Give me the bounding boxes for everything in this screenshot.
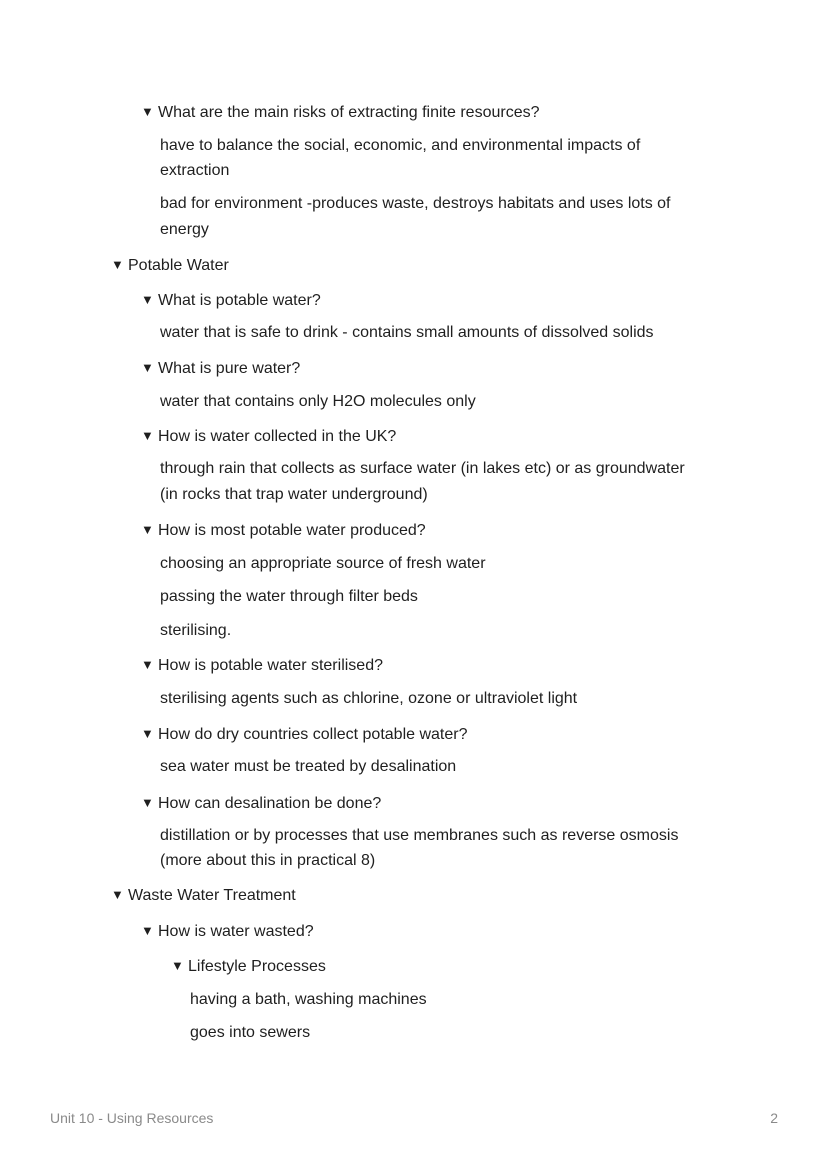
- toggle-item-what-is-potable[interactable]: [141, 287, 321, 313]
- toggle-item-collected-uk[interactable]: [141, 423, 396, 449]
- triangle-down-icon[interactable]: ▼: [141, 726, 154, 741]
- answer-text: bad for environment -produces waste, destroys habitats and uses lots of: [160, 195, 671, 212]
- toggle-item-sterilised[interactable]: [141, 652, 383, 678]
- triangle-down-icon[interactable]: ▼: [141, 360, 154, 375]
- toggle-item-lifestyle[interactable]: [171, 953, 326, 979]
- triangle-down-icon[interactable]: ▼: [141, 104, 154, 119]
- toggle-item-what-is-pure[interactable]: [141, 355, 300, 381]
- answer-text: goes into sewers: [190, 1024, 311, 1041]
- answer-text: sterilising.: [160, 622, 232, 639]
- answer-text: having a bath, washing machines: [190, 991, 427, 1008]
- heading-text: Potable Water: [128, 257, 229, 274]
- triangle-down-icon[interactable]: ▼: [141, 657, 154, 672]
- question-text: What is pure water?: [158, 360, 301, 377]
- answer-text: extraction: [160, 162, 230, 179]
- triangle-down-icon[interactable]: ▼: [141, 428, 154, 443]
- triangle-down-icon[interactable]: ▼: [111, 887, 124, 902]
- question-text: How is water collected in the UK?: [158, 428, 397, 445]
- answer-text: through rain that collects as surface water (in lakes etc) or as groundwater: [160, 460, 685, 477]
- triangle-down-icon[interactable]: ▼: [141, 522, 154, 537]
- question-text: How do dry countries collect potable water?: [158, 726, 468, 743]
- answer-text: water that is safe to drink - contains small amounts of dissolved solids: [160, 324, 654, 341]
- triangle-down-icon[interactable]: ▼: [171, 958, 184, 973]
- question-text: How is potable water sterilised?: [158, 657, 383, 674]
- question-text: How is water wasted?: [158, 923, 314, 940]
- triangle-down-icon[interactable]: ▼: [111, 257, 124, 272]
- page-number: 2: [770, 1110, 778, 1126]
- triangle-down-icon[interactable]: ▼: [141, 795, 154, 810]
- triangle-down-icon[interactable]: ▼: [141, 292, 154, 307]
- answer-text: passing the water through filter beds: [160, 588, 418, 605]
- subheading-text: Lifestyle Processes: [188, 958, 326, 975]
- triangle-down-icon[interactable]: ▼: [141, 923, 154, 938]
- question-text: How is most potable water produced?: [158, 522, 426, 539]
- question-text: What is potable water?: [158, 292, 321, 309]
- toggle-heading-waste-water[interactable]: [111, 882, 296, 908]
- toggle-item-dry-countries[interactable]: [141, 721, 468, 747]
- footer-title: Unit 10 - Using Resources: [50, 1110, 214, 1126]
- toggle-heading-potable-water[interactable]: [111, 252, 229, 278]
- answer-text: energy: [160, 221, 209, 238]
- answer-text: sterilising agents such as chlorine, ozone or ultraviolet light: [160, 690, 578, 707]
- heading-text: Waste Water Treatment: [128, 887, 296, 904]
- toggle-item-water-wasted[interactable]: [141, 918, 314, 944]
- answer-text: sea water must be treated by desalination: [160, 758, 457, 775]
- answer-text: have to balance the social, economic, and environmental impacts of: [160, 137, 641, 154]
- answer-text: distillation or by processes that use membranes such as reverse osmosis: [160, 827, 679, 844]
- answer-text: choosing an appropriate source of fresh water: [160, 555, 486, 572]
- answer-text: water that contains only H2O molecules only: [160, 393, 476, 410]
- question-text: How can desalination be done?: [158, 795, 382, 812]
- toggle-item-desalination[interactable]: [141, 790, 381, 816]
- toggle-item-risks[interactable]: [141, 99, 540, 125]
- toggle-item-produced[interactable]: [141, 517, 426, 543]
- answer-text: (in rocks that trap water underground): [160, 486, 428, 503]
- question-text: What are the main risks of extracting finite resources?: [158, 104, 540, 121]
- answer-text: (more about this in practical 8): [160, 852, 376, 869]
